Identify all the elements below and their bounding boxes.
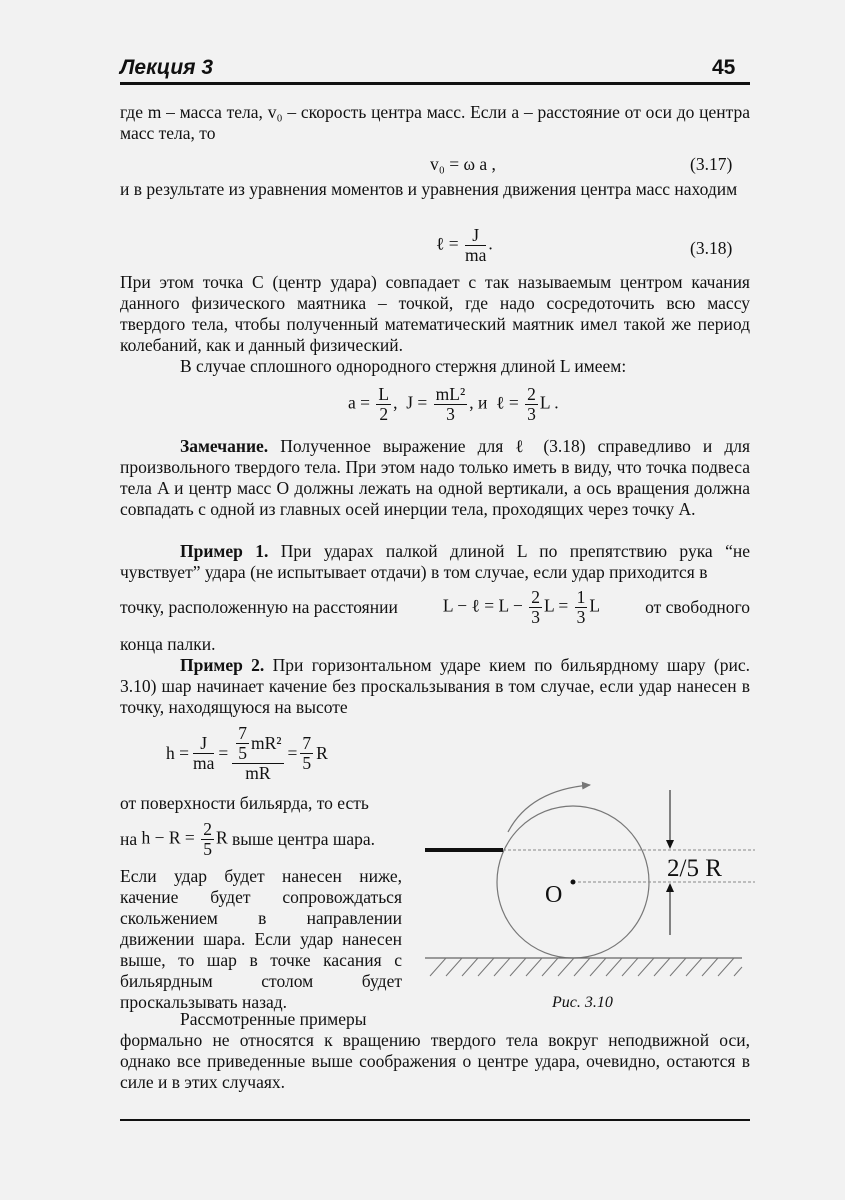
- equation-3-18: [436, 226, 493, 265]
- rotation-arrow: [508, 785, 590, 832]
- ex1-post: L: [589, 595, 601, 616]
- rod-sep1: ,: [393, 392, 398, 413]
- h-eq2: =: [287, 743, 298, 763]
- ex1-n2: 1: [576, 587, 586, 607]
- example-2-surface: от поверхности бильярда, то есть: [120, 793, 369, 813]
- paragraph-remark: [120, 436, 750, 520]
- eq318-tail: .: [488, 233, 493, 254]
- h-n2-coef: [236, 724, 249, 763]
- h-n2: [232, 724, 283, 764]
- rod-sep2: , и: [469, 392, 488, 413]
- example-1-formula-line: [120, 588, 750, 627]
- eq318-fraction: [465, 226, 486, 265]
- h-frac2: [232, 724, 283, 783]
- final-start: Рассмотренные примеры: [180, 1009, 367, 1029]
- example-1-formula: [443, 588, 600, 627]
- center-label: O: [545, 882, 563, 908]
- example-2-label: Пример 2.: [180, 655, 265, 675]
- h-eq1: =: [218, 743, 229, 763]
- ex1-frac1: [529, 588, 542, 627]
- example-1-end: конца палки.: [120, 634, 216, 654]
- h-n3: 7: [302, 733, 312, 753]
- h-d1: ma: [193, 753, 215, 773]
- ex1-pre: L − ℓ = L −: [442, 595, 523, 616]
- hr-den: 5: [203, 839, 212, 859]
- h-n2-coef-num: 7: [238, 723, 248, 743]
- ex1-d2: 3: [576, 607, 586, 627]
- h-d2: mR: [245, 763, 271, 783]
- example-1-label: Пример 1.: [180, 541, 269, 561]
- eq318-num: J: [465, 226, 486, 246]
- ex1-frac2: [575, 588, 588, 627]
- table-hatching: [430, 958, 742, 976]
- rod-a-den: 2: [379, 404, 389, 424]
- rod-l-lhs: ℓ =: [496, 392, 519, 413]
- paragraph-intro: где m – масса тела, v₀ – скорость центра масс. Если a – расстояние от оси до центра масс тела, то: [120, 102, 750, 143]
- page-number: 45: [712, 56, 736, 79]
- center-point: [571, 880, 576, 885]
- h-n1: J: [193, 734, 214, 754]
- example-2-above-a: на: [120, 829, 138, 849]
- paragraph-center-of-swing: При этом точка C (центр удара) совпадает с так называемым центром качания данного физического маятника – точкой, где надо сосредоточить всю массу твердого тела, чтобы полученный математический маятник имел такой же период колебаний, как и данный физический.: [120, 272, 750, 355]
- ex1-mid: L =: [543, 595, 569, 616]
- equation-number-3-18: (3.18): [690, 238, 733, 258]
- h-d3: 5: [302, 753, 312, 773]
- rod-J-den: 3: [446, 404, 455, 424]
- paragraph-rod: В случае сплошного однородного стержня длиной L имеем:: [180, 356, 627, 376]
- ex1-n1: 2: [531, 587, 540, 607]
- h-frac3: [300, 734, 313, 773]
- hr-num: 2: [203, 819, 212, 839]
- hr-frac: [201, 820, 214, 859]
- example-1-cont-b: от свободного: [645, 597, 750, 617]
- example-1-cont-a: точку, расположенную на расстоянии: [120, 597, 398, 617]
- hr-lhs: h − R =: [141, 827, 195, 848]
- remark-text: Полученное выражение для ℓ (3.18) справедливо и для произвольного твердого тела. При этом надо только иметь в виду, что точка подвеса тела A и центр масс O должны лежать на одной вертикали, а ось вращения должна совпадать с одной из главных осей инерции тела, проходящих через точку A.: [120, 436, 750, 519]
- h-lhs: h =: [166, 743, 189, 763]
- equation-3-17: v₀ = ω a ,: [430, 154, 496, 174]
- rod-l-den: 3: [527, 404, 536, 424]
- example-2-above-b: выше центра шара.: [232, 829, 376, 849]
- rod-J-num: mL²: [435, 384, 466, 404]
- height-label: 2/5 R: [667, 855, 722, 882]
- paragraph-example-1: [120, 541, 750, 583]
- rod-J-fraction: [434, 385, 468, 424]
- h-tail: R: [316, 743, 328, 763]
- figure-caption: Рис. 3.10: [552, 994, 613, 1011]
- rod-l-tail: L .: [539, 392, 559, 413]
- paragraph-lower-hit: Если удар будет нанесен ниже, качение будет сопровождаться скольжением в направлении движении шара. Если удар нанесен выше, то шар в точке касания с бильярдным столом будет проскальзывать назад.: [120, 866, 402, 1012]
- equation-number-3-17: (3.17): [690, 154, 733, 174]
- equation-rod: [348, 385, 559, 424]
- rod-a-fraction: [376, 385, 391, 424]
- paragraph-example-2: [120, 655, 750, 718]
- equation-h: [166, 724, 328, 783]
- ex1-d1: 3: [531, 607, 540, 627]
- paragraph-moments: и в результате из уравнения моментов и уравнения движения центра масс находим: [120, 179, 738, 199]
- h-n2-rest: mR²: [251, 733, 282, 753]
- running-head-title: Лекция 3: [120, 56, 214, 79]
- hr-tail: R: [215, 827, 228, 848]
- eq318-lhs: ℓ =: [436, 233, 459, 254]
- eq318-den: ma: [465, 245, 487, 265]
- remark-label: Замечание.: [180, 436, 269, 456]
- example-2-text: При горизонтальном ударе кием по бильярдному шару (рис. 3.10) шар начинает качение без проскальзывания в том случае, если удар нанесен в точку, находящуюся на высоте: [120, 655, 750, 717]
- paragraph-final: формально не относятся к вращению твердого тела вокруг неподвижной оси, однако все приведенные выше соображения о центре удара, очевидно, остаются в силе и в этих случаях.: [120, 1030, 750, 1092]
- rod-l-num: 2: [527, 384, 536, 404]
- rod-a-num: L: [378, 384, 390, 404]
- h-n2-coef-den: 5: [238, 743, 248, 763]
- equation-h-minus-r: [142, 820, 228, 859]
- example-1-text: При ударах палкой длиной L по препятствию рука “не чувствует” удара (не испытывает отдачи) в том случае, если удар приходится в: [120, 541, 750, 582]
- h-frac1: [193, 734, 214, 773]
- footer-rule: [120, 1119, 750, 1121]
- rod-l-fraction: [525, 385, 538, 424]
- header-rule: [120, 82, 750, 85]
- rod-J-lhs: J =: [406, 392, 428, 413]
- figure-billiard-ball: [420, 770, 760, 1030]
- rod-a-lhs: a =: [348, 392, 371, 413]
- example-2-above-line: [120, 820, 375, 859]
